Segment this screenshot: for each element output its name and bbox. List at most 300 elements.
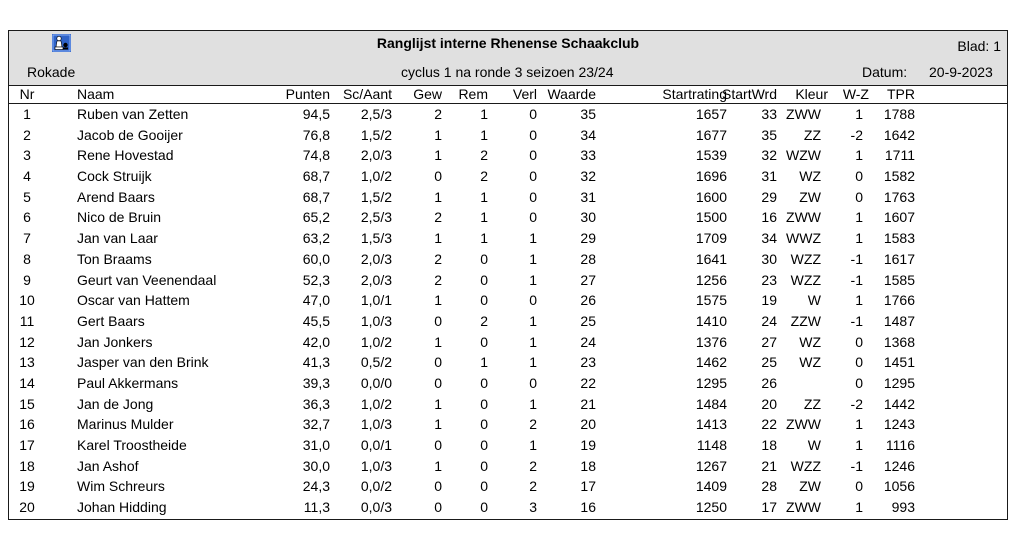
club-name: Rokade [27, 64, 76, 80]
cell-naam: Oscar van Hattem [77, 292, 190, 309]
cell-startrating: 1539 [695, 147, 727, 164]
cell-sc-aant: 1,0/2 [360, 333, 392, 350]
page-number: Blad: 1 [957, 38, 1001, 54]
cell-rem: 0 [480, 416, 488, 433]
cell-waarde: 30 [580, 209, 596, 226]
cell-startwrd: 34 [761, 230, 777, 247]
cell-nr: 11 [19, 312, 35, 329]
cell-startrating: 1376 [695, 333, 727, 350]
cell-w-z: 1 [855, 230, 863, 247]
cell-waarde: 27 [580, 271, 596, 288]
cell-w-z: 1 [855, 416, 863, 433]
cell-startwrd: 18 [761, 437, 777, 453]
cell-kleur: ZW [799, 478, 821, 495]
cell-punten: 63,2 [302, 230, 330, 247]
cell-sc-aant: 1,5/2 [360, 126, 392, 143]
cell-startrating: 1462 [695, 354, 727, 371]
table-row [9, 497, 1007, 518]
cell-nr: 3 [23, 147, 31, 164]
cell-rem: 1 [480, 126, 488, 143]
cell-startrating: 1250 [695, 499, 727, 516]
cell-sc-aant: 0,0/0 [360, 374, 392, 391]
cell-w-z: -1 [850, 457, 863, 474]
cell-sc-aant: 1,0/3 [360, 312, 392, 329]
cell-tpr: 1766 [883, 292, 915, 309]
cell-startrating: 1696 [695, 168, 727, 185]
cell-punten: 94,5 [302, 106, 330, 122]
cell-nr: 7 [23, 230, 31, 247]
cell-punten: 39,3 [302, 374, 330, 391]
cell-w-z: 1 [855, 292, 863, 309]
table-row [9, 332, 1007, 353]
cell-kleur: W [807, 292, 821, 309]
cell-rem: 1 [480, 188, 488, 205]
column-header-kleur: Kleur [795, 86, 828, 102]
cell-nr: 17 [19, 437, 35, 453]
cell-gew: 0 [434, 478, 442, 495]
cell-rem: 0 [480, 250, 488, 267]
cell-kleur: WWZ [786, 230, 821, 247]
cell-startwrd: 16 [761, 209, 777, 226]
cell-naam: Johan Hidding [77, 499, 167, 516]
cell-waarde: 32 [580, 168, 596, 185]
cell-verl: 1 [529, 354, 537, 371]
cell-gew: 0 [434, 354, 442, 371]
cell-gew: 0 [434, 374, 442, 391]
cell-w-z: 0 [855, 188, 863, 205]
column-header-startwrd: StartWrd [722, 86, 777, 102]
table-row [9, 456, 1007, 477]
table-row [9, 207, 1007, 228]
cell-waarde: 21 [580, 395, 596, 412]
cell-w-z: 1 [855, 209, 863, 226]
cycle-info: cyclus 1 na ronde 3 seizoen 23/24 [401, 64, 614, 80]
table-row [9, 290, 1007, 311]
cell-kleur: WZZ [790, 250, 821, 267]
cell-rem: 1 [480, 106, 488, 122]
column-header-w-z: W-Z [842, 86, 869, 102]
cell-nr: 9 [23, 271, 31, 288]
cell-w-z: 0 [855, 374, 863, 391]
cell-kleur: ZWW [786, 416, 821, 433]
cell-rem: 0 [480, 333, 488, 350]
cell-tpr: 1582 [883, 168, 915, 185]
cell-nr: 8 [23, 250, 31, 267]
column-header-startrating: Startrating [662, 86, 727, 102]
cell-naam: Paul Akkermans [77, 374, 179, 391]
cell-punten: 32,7 [302, 416, 330, 433]
table-row [9, 311, 1007, 332]
table-row [9, 352, 1007, 373]
cell-punten: 60,0 [302, 250, 330, 267]
cell-sc-aant: 2,0/3 [360, 147, 392, 164]
cell-nr: 12 [19, 333, 35, 350]
cell-waarde: 29 [580, 230, 596, 247]
cell-nr: 16 [19, 416, 35, 433]
cell-startwrd: 23 [761, 271, 777, 288]
cell-verl: 1 [529, 312, 537, 329]
cell-naam: Geurt van Veenendaal [77, 271, 217, 288]
cell-gew: 0 [434, 437, 442, 453]
cell-rem: 1 [480, 354, 488, 371]
cell-tpr: 1451 [883, 354, 915, 371]
table-row [9, 373, 1007, 394]
cell-naam: Jan Ashof [77, 457, 139, 474]
cell-punten: 41,3 [302, 354, 330, 371]
cell-punten: 74,8 [302, 147, 330, 164]
cell-w-z: -1 [850, 312, 863, 329]
cell-verl: 1 [529, 333, 537, 350]
cell-startwrd: 24 [761, 312, 777, 329]
cell-sc-aant: 1,0/2 [360, 395, 392, 412]
cell-w-z: 0 [855, 168, 863, 185]
cell-waarde: 23 [580, 354, 596, 371]
cell-kleur: ZW [799, 188, 821, 205]
cell-nr: 19 [19, 478, 35, 495]
cell-punten: 65,2 [302, 209, 330, 226]
column-header-sc-aant: Sc/Aant [342, 86, 392, 102]
sheet-header [9, 31, 1007, 86]
date-label: Datum: [862, 64, 908, 80]
cell-startrating: 1657 [695, 106, 727, 122]
cell-waarde: 28 [580, 250, 596, 267]
cell-nr: 6 [23, 209, 31, 226]
cell-startrating: 1575 [695, 292, 727, 309]
cell-w-z: 0 [855, 478, 863, 495]
cell-verl: 0 [529, 106, 537, 122]
cell-kleur: WZ [799, 168, 821, 185]
cell-punten: 52,3 [302, 271, 330, 288]
ranking-table [9, 86, 1007, 518]
column-header-rem: Rem [458, 86, 488, 102]
table-row [9, 270, 1007, 291]
cell-punten: 24,3 [302, 478, 330, 495]
cell-tpr: 1617 [883, 250, 915, 267]
cell-startrating: 1677 [695, 126, 727, 143]
cell-waarde: 16 [580, 499, 596, 516]
cell-verl: 0 [529, 188, 537, 205]
cell-nr: 10 [19, 292, 35, 309]
cell-w-z: -1 [850, 250, 863, 267]
cell-kleur: W [807, 437, 821, 453]
cell-startrating: 1413 [695, 416, 727, 433]
column-header-gew: Gew [413, 86, 442, 102]
cell-startrating: 1267 [695, 457, 727, 474]
cell-gew: 2 [434, 209, 442, 226]
cell-kleur: ZWW [786, 209, 821, 226]
cell-w-z: -1 [850, 271, 863, 288]
cell-sc-aant: 1,5/3 [360, 230, 392, 247]
cell-sc-aant: 1,0/1 [360, 292, 392, 309]
cell-verl: 2 [529, 457, 537, 474]
cell-tpr: 1585 [883, 271, 915, 288]
cell-sc-aant: 1,0/3 [360, 457, 392, 474]
column-header-verl: Verl [512, 86, 537, 102]
cell-w-z: 0 [855, 354, 863, 371]
cell-naam: Jan Jonkers [77, 333, 153, 350]
table-row [9, 125, 1007, 146]
cell-gew: 2 [434, 106, 442, 122]
cell-tpr: 993 [891, 499, 915, 516]
cell-gew: 0 [434, 499, 442, 516]
cell-waarde: 18 [580, 457, 596, 474]
cell-nr: 15 [19, 395, 35, 412]
cell-verl: 2 [529, 478, 537, 495]
cell-waarde: 33 [580, 147, 596, 164]
table-row [9, 394, 1007, 415]
cell-startrating: 1295 [695, 374, 727, 391]
cell-startrating: 1409 [695, 478, 727, 495]
cell-naam: Jan van Laar [77, 230, 158, 247]
cell-punten: 42,0 [302, 333, 330, 350]
cell-gew: 1 [434, 126, 442, 143]
cell-startrating: 1410 [695, 312, 727, 329]
cell-waarde: 25 [580, 312, 596, 329]
cell-startwrd: 26 [761, 374, 777, 391]
cell-punten: 45,5 [302, 312, 330, 329]
cell-startrating: 1256 [695, 271, 727, 288]
cell-kleur: ZZ [803, 395, 821, 412]
cell-naam: Wim Schreurs [77, 478, 165, 495]
cell-waarde: 35 [580, 106, 596, 122]
cell-rem: 0 [480, 457, 488, 474]
cell-w-z: -2 [850, 395, 863, 412]
cell-tpr: 1442 [883, 395, 915, 412]
cell-gew: 0 [434, 312, 442, 329]
cell-startrating: 1148 [696, 437, 727, 453]
cell-kleur: WZZ [790, 271, 821, 288]
cell-kleur: WZZ [790, 457, 821, 474]
cell-startrating: 1641 [695, 250, 727, 267]
cell-verl: 1 [529, 437, 537, 453]
cell-rem: 0 [480, 271, 488, 288]
cell-waarde: 34 [580, 126, 596, 143]
column-header-naam: Naam [77, 86, 115, 102]
cell-rem: 2 [480, 312, 488, 329]
cell-w-z: 1 [855, 437, 863, 453]
table-row [9, 187, 1007, 208]
column-header-waarde: Waarde [547, 86, 596, 102]
cell-gew: 1 [434, 416, 442, 433]
cell-nr: 13 [19, 354, 35, 371]
cell-punten: 68,7 [302, 188, 330, 205]
cell-rem: 1 [480, 230, 488, 247]
cell-punten: 47,0 [302, 292, 330, 309]
cell-startwrd: 29 [761, 188, 777, 205]
cell-punten: 31,0 [302, 437, 330, 453]
cell-sc-aant: 1,5/2 [360, 188, 392, 205]
ranking-sheet [8, 30, 1008, 520]
cell-startrating: 1600 [695, 188, 727, 205]
cell-tpr: 1788 [883, 106, 915, 122]
cell-tpr: 1368 [883, 333, 915, 350]
cell-sc-aant: 2,0/3 [360, 271, 392, 288]
cell-startwrd: 30 [761, 250, 777, 267]
cell-kleur: WZW [786, 147, 821, 164]
cell-w-z: 1 [855, 147, 863, 164]
cell-startwrd: 19 [761, 292, 777, 309]
cell-tpr: 1246 [883, 457, 915, 474]
cell-verl: 0 [529, 374, 537, 391]
cell-sc-aant: 0,0/3 [360, 499, 392, 516]
cell-startwrd: 28 [761, 478, 777, 495]
cell-rem: 0 [480, 499, 488, 516]
cell-nr: 2 [23, 126, 31, 143]
table-row [9, 228, 1007, 249]
cell-tpr: 1763 [883, 188, 915, 205]
cell-sc-aant: 1,0/2 [360, 168, 392, 185]
cell-tpr: 1487 [883, 312, 915, 329]
date-value: 20-9-2023 [929, 64, 993, 80]
cell-w-z: -2 [850, 126, 863, 143]
cell-verl: 0 [529, 147, 537, 164]
cell-startwrd: 33 [761, 106, 777, 122]
cell-tpr: 1642 [883, 126, 915, 143]
cell-tpr: 1243 [883, 416, 915, 433]
cell-tpr: 1295 [883, 374, 915, 391]
cell-gew: 0 [434, 168, 442, 185]
table-row [9, 435, 1007, 456]
cell-startrating: 1484 [695, 395, 727, 412]
cell-sc-aant: 2,5/3 [360, 209, 392, 226]
cell-verl: 1 [529, 271, 537, 288]
table-body [9, 104, 1007, 518]
cell-sc-aant: 2,5/3 [360, 106, 392, 122]
column-header-tpr: TPR [887, 86, 915, 102]
cell-waarde: 22 [580, 374, 596, 391]
cell-kleur: ZWW [786, 499, 821, 516]
cell-startwrd: 22 [761, 416, 777, 433]
cell-gew: 1 [434, 230, 442, 247]
cell-sc-aant: 0,0/1 [360, 437, 392, 453]
cell-startwrd: 27 [761, 333, 777, 350]
cell-waarde: 20 [580, 416, 596, 433]
cell-naam: Rene Hovestad [77, 147, 174, 164]
cell-rem: 1 [480, 209, 488, 226]
cell-verl: 0 [529, 126, 537, 143]
cell-verl: 1 [529, 230, 537, 247]
column-header-nr: Nr [19, 86, 35, 102]
cell-gew: 2 [434, 271, 442, 288]
cell-rem: 0 [480, 292, 488, 309]
cell-punten: 68,7 [302, 168, 330, 185]
cell-gew: 2 [434, 250, 442, 267]
cell-rem: 0 [480, 437, 488, 453]
cell-naam: Nico de Bruin [77, 209, 162, 226]
cell-waarde: 26 [580, 292, 596, 309]
cell-tpr: 1056 [883, 478, 915, 495]
cell-rem: 0 [480, 478, 488, 495]
cell-gew: 1 [434, 292, 442, 309]
column-header-punten: Punten [285, 86, 330, 102]
cell-waarde: 17 [580, 478, 596, 495]
cell-naam: Jasper van den Brink [77, 354, 209, 371]
cell-tpr: 1583 [883, 230, 915, 247]
cell-startwrd: 21 [761, 457, 777, 474]
cell-gew: 1 [434, 333, 442, 350]
cell-startrating: 1500 [695, 209, 727, 226]
cell-naam: Karel Troostheide [77, 437, 187, 453]
table-row [9, 476, 1007, 497]
cell-kleur: ZZW [790, 312, 821, 329]
cell-naam: Marinus Mulder [77, 416, 174, 433]
cell-gew: 1 [434, 457, 442, 474]
cell-gew: 1 [434, 147, 442, 164]
table-row [9, 166, 1007, 187]
cell-nr: 1 [23, 106, 31, 122]
cell-sc-aant: 0,5/2 [360, 354, 392, 371]
cell-verl: 1 [529, 250, 537, 267]
cell-startwrd: 31 [761, 168, 777, 185]
table-row [9, 145, 1007, 166]
cell-sc-aant: 0,0/2 [360, 478, 392, 495]
cell-naam: Arend Baars [77, 188, 155, 205]
cell-kleur: WZ [799, 333, 821, 350]
cell-nr: 5 [23, 188, 31, 205]
cell-startwrd: 25 [761, 354, 777, 371]
cell-kleur: ZZ [803, 126, 821, 143]
cell-nr: 4 [23, 168, 31, 185]
table-row [9, 104, 1007, 125]
table-header-row [9, 86, 1007, 104]
cell-verl: 1 [529, 395, 537, 412]
cell-rem: 2 [480, 168, 488, 185]
cell-startwrd: 17 [761, 499, 777, 516]
cell-naam: Cock Struijk [77, 168, 152, 185]
cell-sc-aant: 1,0/3 [360, 416, 392, 433]
cell-waarde: 24 [580, 333, 596, 350]
cell-gew: 1 [434, 188, 442, 205]
cell-waarde: 19 [580, 437, 596, 453]
cell-punten: 36,3 [302, 395, 330, 412]
cell-punten: 30,0 [302, 457, 330, 474]
cell-verl: 0 [529, 292, 537, 309]
cell-verl: 3 [529, 499, 537, 516]
cell-verl: 0 [529, 209, 537, 226]
cell-verl: 2 [529, 416, 537, 433]
cell-w-z: 1 [855, 499, 863, 516]
cell-kleur: ZWW [786, 106, 821, 122]
cell-tpr: 1116 [885, 437, 915, 453]
cell-nr: 14 [19, 374, 35, 391]
cell-nr: 20 [19, 499, 35, 516]
cell-startrating: 1709 [695, 230, 727, 247]
cell-nr: 18 [19, 457, 35, 474]
cell-kleur: WZ [799, 354, 821, 371]
cell-sc-aant: 2,0/3 [360, 250, 392, 267]
table-row [9, 249, 1007, 270]
cell-naam: Ruben van Zetten [77, 106, 189, 122]
cell-punten: 76,8 [302, 126, 330, 143]
cell-naam: Gert Baars [77, 312, 145, 329]
cell-naam: Ton Braams [77, 250, 152, 267]
cell-startwrd: 32 [761, 147, 777, 164]
cell-w-z: 0 [855, 333, 863, 350]
cell-naam: Jan de Jong [77, 395, 154, 412]
cell-w-z: 1 [855, 106, 863, 122]
cell-startwrd: 35 [761, 126, 777, 143]
page-title: Ranglijst interne Rhenense Schaakclub [376, 35, 640, 51]
cell-naam: Jacob de Gooijer [77, 126, 183, 143]
cell-startwrd: 20 [761, 395, 777, 412]
cell-rem: 2 [480, 147, 488, 164]
cell-punten: 11,3 [303, 499, 330, 516]
cell-tpr: 1607 [883, 209, 915, 226]
cell-gew: 1 [434, 395, 442, 412]
cell-tpr: 1711 [884, 147, 915, 164]
cell-verl: 0 [529, 168, 537, 185]
cell-rem: 0 [480, 395, 488, 412]
